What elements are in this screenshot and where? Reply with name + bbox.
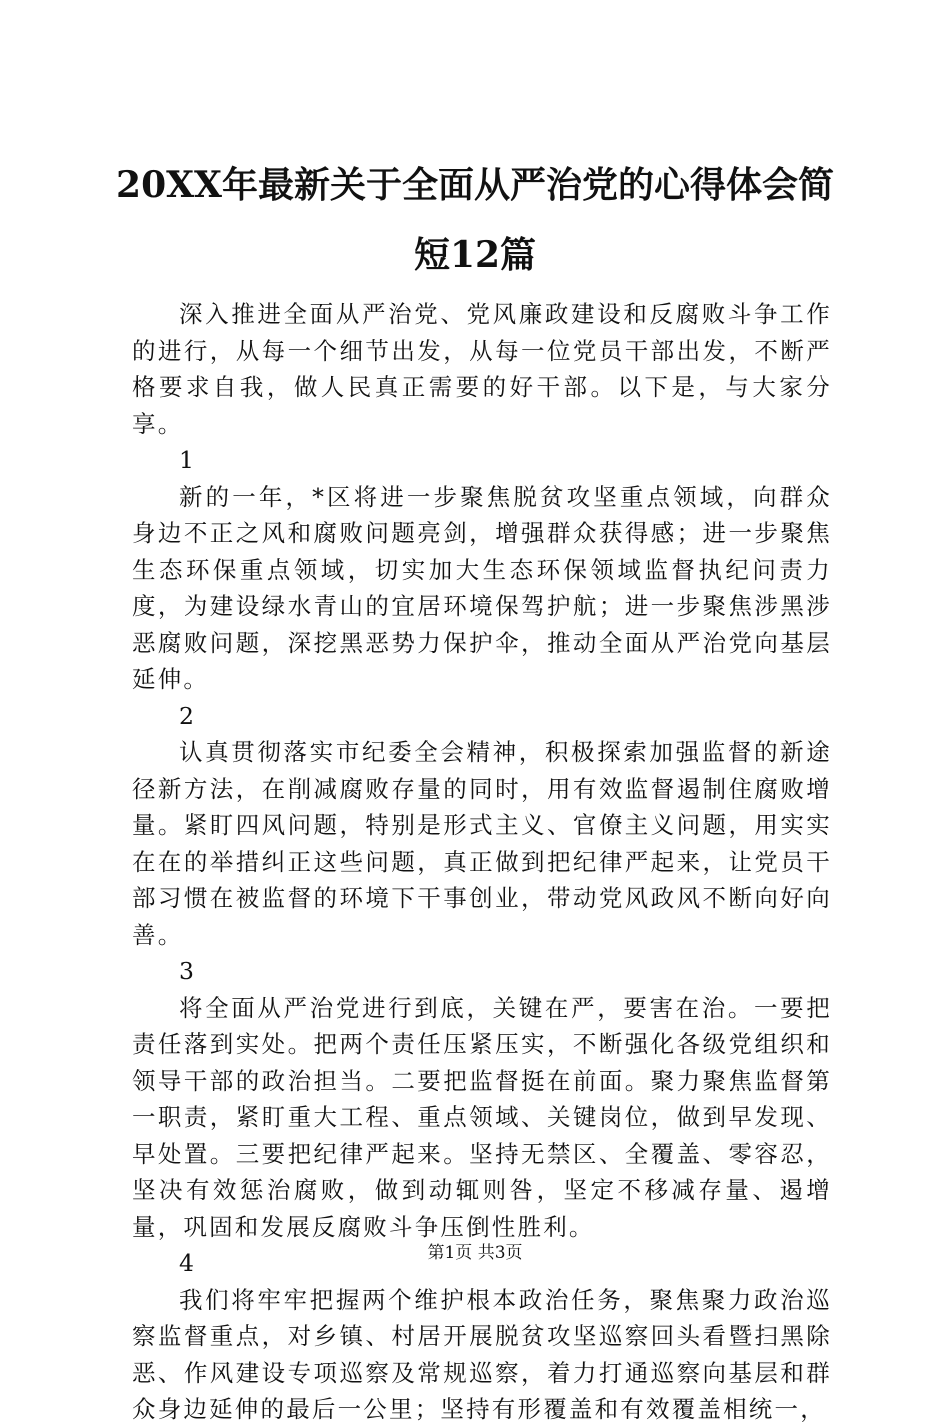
document-title-line-1: 20XX年最新关于全面从严治党的心得体会简 [116,164,834,206]
section-4-paragraph: 我们将牢牢把握两个维护根本政治任务，聚焦聚力政治巡察监督重点，对乡镇、村居开展脱贫攻坚巡察回头看暨扫黑除恶、作风建设专项巡察及常规巡察，着力打通巡察向基层和群众身边延伸的最后一公里；坚持有形覆盖和有效覆盖相统一， [132,1285,832,1423]
section-number-2: 2 [179,701,194,730]
section-number-3: 3 [179,957,194,985]
page-footer: 第1页 共3页 [427,1243,523,1263]
section-number-1: 1 [179,446,194,474]
section-3-paragraph: 将全面从严治党进行到底，关键在严，要害在治。一要把责任落到实处。把两个责任压紧压实，不断强化各级党组织和领导干部的政治担当。二要把监督挺在前面。聚力聚焦监督第一职责，紧盯重大工程、重点领域、关键岗位，做到早发现、早处置。三要把纪律严起来。坚持无禁区、全覆盖、零容忍，坚决有效惩治腐败，做到动辄则咎，坚定不移减存量、遏增量，巩固和发展反腐败斗争压倒性胜利。 [132,993,832,1241]
section-1-paragraph: 新的一年，*区将进一步聚焦脱贫攻坚重点领域，向群众身边不正之风和腐败问题亮剑，增强群众获得感；进一步聚焦生态环保重点领域，切实加大生态环保领域监督执纪问责力度，为建设绿水青山的宜居环境保驾护航；进一步聚焦涉黑涉恶腐败问题，深挖黑恶势力保护伞，推动全面从严治党向基层延伸。 [132,482,832,693]
document-title-line-2: 短12篇 [413,234,537,276]
section-number-4: 4 [179,1249,194,1277]
intro-paragraph: 深入推进全面从严治党、党风廉政建设和反腐败斗争工作的进行，从每一个细节出发，从每一位党员干部出发，不断严格要求自我，做人民真正需要的好干部。以下是，与大家分享。 [132,300,832,438]
section-2-paragraph: 认真贯彻落实市纪委全会精神，积极探索加强监督的新途径新方法，在削减腐败存量的同时，用有效监督遏制住腐败增量。紧盯四风问题，特别是形式主义、官僚主义问题，用实实在在的举措纠正这些问题，真正做到把纪律严起来，让党员干部习惯在被监督的环境下干事创业，带动党风政风不断向好向善。 [132,738,832,949]
